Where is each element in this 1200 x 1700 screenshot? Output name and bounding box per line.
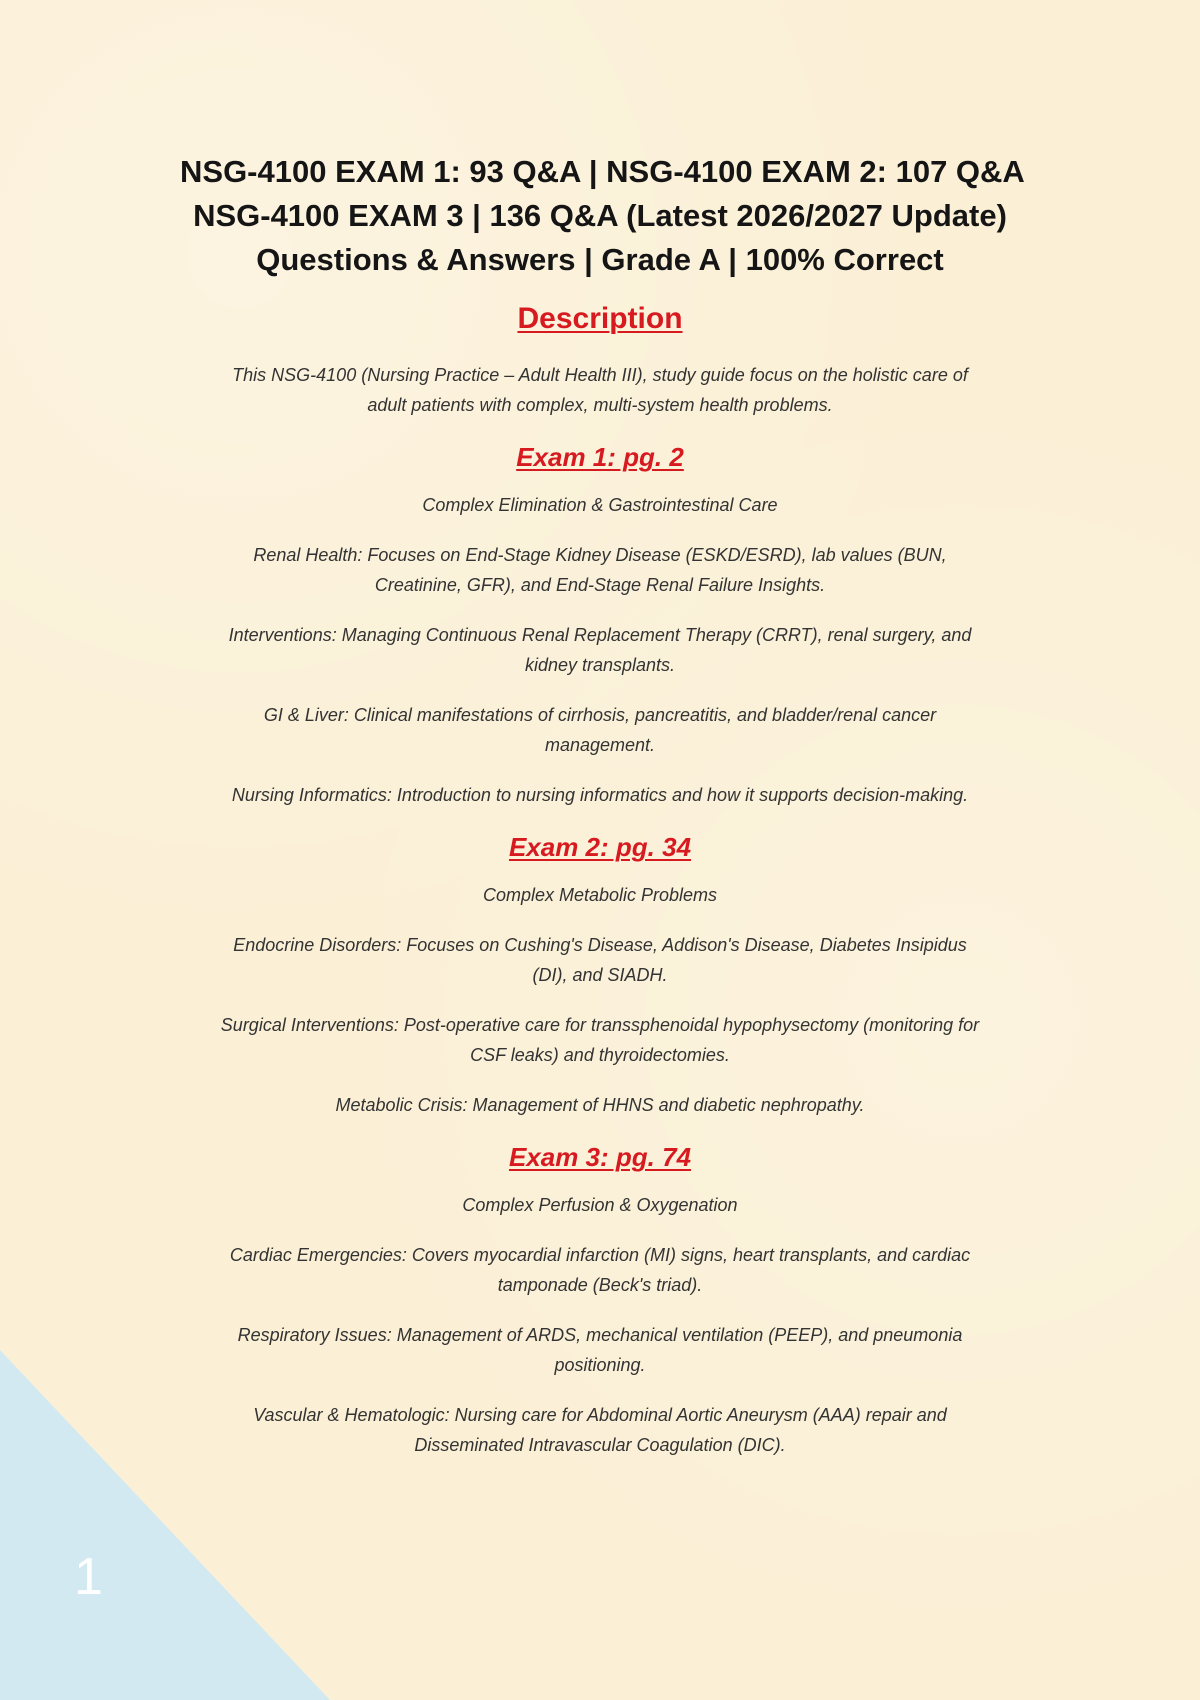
exam-1-item: Renal Health: Focuses on End-Stage Kidney Disease (ESKD/ESRD), lab values (BUN, Creatinine, GFR), and End-Stage Renal Failure Insights. — [253, 545, 947, 595]
exam-3-item: Complex Perfusion & Oxygenation — [462, 1195, 738, 1215]
description-heading: Description — [517, 302, 683, 335]
exam-2-item: Complex Metabolic Problems — [482, 885, 718, 905]
exam-2-item: Metabolic Crisis: Management of HHNS and diabetic nephropathy. — [335, 1095, 865, 1115]
exam-1-section — [180, 444, 1020, 810]
exam-2-heading: Exam 2: pg. 34 — [508, 832, 692, 862]
page-number: 1 — [74, 1548, 103, 1606]
exam-2-item: Surgical Interventions: Post-operative care for transsphenoidal hypophysectomy (monitoring for CSF leaks) and thyroidectomies. — [220, 1015, 980, 1065]
exam-3-item: Vascular & Hematologic: Nursing care for Abdominal Aortic Aneurysm (AAA) repair and Disseminated Intravascular Coagulation (DIC). — [253, 1405, 947, 1455]
title-line-1: NSG-4100 EXAM 1: 93 Q&A | NSG-4100 EXAM 2: 107 Q&A — [180, 154, 1025, 189]
exam-3-item: Respiratory Issues: Management of ARDS, mechanical ventilation (PEEP), and pneumonia positioning. — [237, 1325, 963, 1375]
exam-3-heading: Exam 3: pg. 74 — [508, 1142, 692, 1172]
exam-1-item: Complex Elimination & Gastrointestinal Care — [422, 495, 778, 515]
title-line-2: NSG-4100 EXAM 3 | 136 Q&A (Latest 2026/2027 Update) — [193, 198, 1007, 233]
title-line-3: Questions & Answers | Grade A | 100% Correct — [256, 242, 944, 277]
exam-3-item: Cardiac Emergencies: Covers myocardial infarction (MI) signs, heart transplants, and cardiac tamponade (Beck's triad). — [229, 1245, 971, 1295]
exam-3-section — [180, 1144, 1020, 1460]
exam-2-section — [180, 834, 1020, 1120]
exam-1-item: Interventions: Managing Continuous Renal Replacement Therapy (CRRT), renal surgery, and kidney transplants. — [228, 625, 972, 675]
exam-1-heading: Exam 1: pg. 2 — [516, 442, 684, 472]
exam-1-item: GI & Liver: Clinical manifestations of cirrhosis, pancreatitis, and bladder/renal cancer management. — [263, 705, 937, 755]
exam-2-item: Endocrine Disorders: Focuses on Cushing's Disease, Addison's Disease, Diabetes Insipidus (DI), and SIADH. — [233, 935, 967, 985]
description-text: This NSG-4100 (Nursing Practice – Adult Health III), study guide focus on the holistic care of adult patients with complex, multi-system health problems. — [232, 365, 968, 415]
document-content — [180, 150, 1025, 1480]
exam-1-item: Nursing Informatics: Introduction to nursing informatics and how it supports decision-making. — [231, 785, 969, 805]
document-title — [180, 150, 1025, 282]
